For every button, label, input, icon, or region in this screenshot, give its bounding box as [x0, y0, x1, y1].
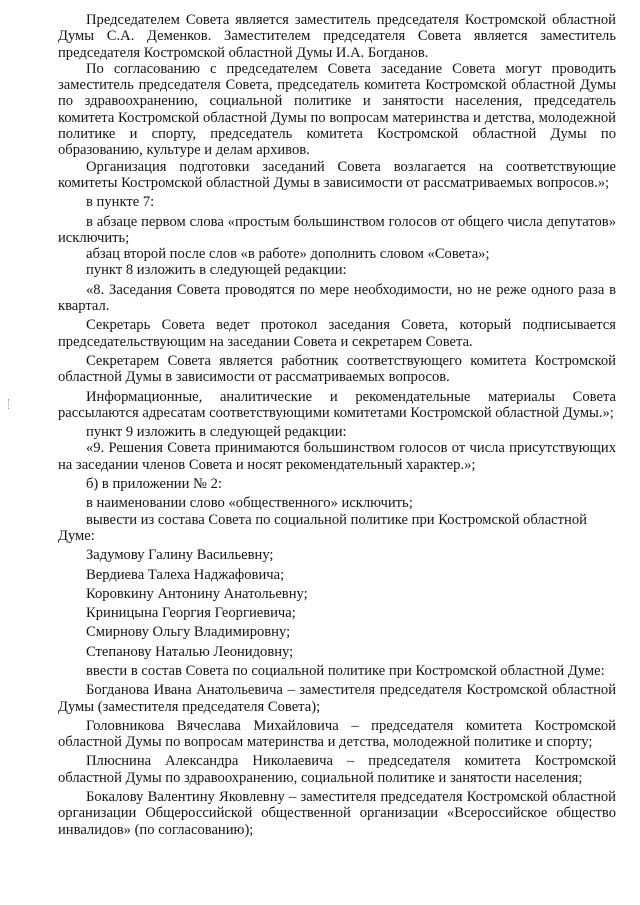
paragraph-materials: Информационные, аналитические и рекомендательные материалы Совета рассылаются адресатам соответствующими комитетами Костромской областной Думы.»; — [58, 388, 616, 421]
member-removed: Криницына Георгия Георгиевича; — [86, 605, 296, 622]
paragraph-agreement: По согласованию с председателем Совета заседание Совета могут проводить заместитель председателя Совета, председатель комитета Костромской областной Думы по здравоохранению, социальной политике и занятости населения, председатель комитета Костромской областной Думы по вопросам материнства и детства, молодежной политике и спорту, председатель комитета Костромской областной Думы по образованию, культуре и делам архивов. — [58, 60, 616, 159]
paragraph-second-clause: абзац второй после слов «в работе» дополнить словом «Совета»; — [86, 246, 490, 263]
paragraph-item-9-intro: пункт 9 изложить в следующей редакции: — [86, 424, 347, 441]
member-removed: Смирнову Ольгу Владимировну; — [86, 624, 291, 641]
paragraph-item-8: «8. Заседания Совета проводятся по мере необходимости, но не реже одного раза в квартал. — [58, 281, 616, 315]
paragraph-appendix-2: б) в приложении № 2: — [86, 476, 222, 493]
paragraph-secretary: Секретарь Совета ведет протокол заседания Совета, который подписывается председательствующим на заседании Совета и секретарем Совета. — [58, 317, 616, 350]
paragraph-first-clause: в абзаце первом слова «простым большинством голосов от общего числа депутатов» исключить; — [58, 213, 616, 246]
margin-mark — [8, 399, 11, 409]
member-added: Плюснина Александра Николаевича – председателя комитета Костромской областной Думы по здравоохранению, социальной политике и занятости населения; — [58, 753, 616, 786]
member-removed: Коровкину Антонину Анатольевну; — [86, 585, 308, 602]
member-added: Богданова Ивана Анатольевича – заместителя председателя Костромской областной Думы (заместителя председателя Совета); — [58, 682, 616, 715]
paragraph-name-change: в наименовании слово «общественного» исключить; — [86, 495, 413, 512]
paragraph-add-heading: ввести в состав Совета по социальной политике при Костромской областной Думе: — [86, 662, 605, 679]
paragraph-secretary-role: Секретарем Совета является работник соответствующего комитета Костромской областной Думы в зависимости от рассматриваемых вопросов. — [58, 352, 616, 386]
paragraph-item-7: в пункте 7: — [86, 194, 155, 211]
member-added: Бокалову Валентину Яковлевну – заместителя председателя Костромской областной организации Общероссийской общественной организации «Всероссийское общество инвалидов» (по согласованию); — [58, 789, 616, 838]
paragraph-remove-heading: вывести из состава Совета по социальной политике при Костромской областной Думе: — [58, 511, 587, 544]
paragraph-item-9: «9. Решения Совета принимаются большинством голосов от числа присутствующих на заседании членов Совета и носят рекомендательный характер.»; — [58, 440, 616, 473]
member-removed: Задумову Галину Васильевну; — [86, 547, 274, 564]
document-body — [58, 12, 616, 838]
member-added: Головникова Вячеслава Михайловича – председателя комитета Костромской областной Думы по вопросам материнства и детства, молодежной политике и спорту; — [58, 717, 616, 751]
member-removed: Вердиева Талеха Наджафовича; — [86, 566, 285, 583]
member-removed: Степанову Наталью Леонидовну; — [86, 643, 294, 660]
paragraph-organization: Организация подготовки заседаний Совета возлагается на соответствующие комитеты Костромской областной Думы в зависимости от рассматриваемых вопросов.»; — [58, 158, 616, 191]
paragraph-item-8-intro: пункт 8 изложить в следующей редакции: — [86, 262, 347, 279]
paragraph-chair: Председателем Совета является заместитель председателя Костромской областной Думы С.А. Деменков. Заместителем председателя Совета является заместитель председателя Костромской областной Думы И.А. Богданов. — [58, 12, 616, 61]
